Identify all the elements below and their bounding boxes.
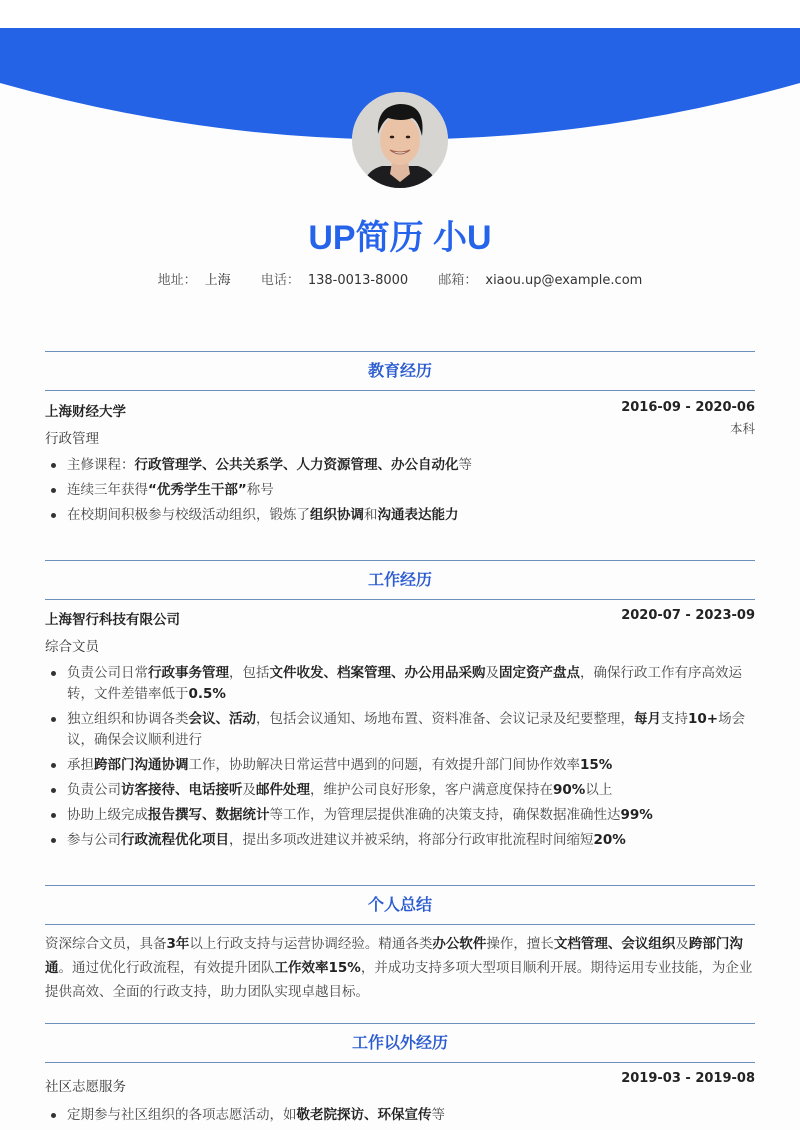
contact-address: 地址： 上海 bbox=[157, 273, 231, 288]
contact-phone: 电话： 138-0013-8000 bbox=[260, 273, 409, 288]
other-date: 2019-03 - 2019-08 bbox=[621, 1071, 755, 1086]
section-title: 工作以外经历 bbox=[351, 1033, 448, 1052]
education-bullets bbox=[45, 455, 755, 530]
section-title: 工作经历 bbox=[367, 570, 432, 589]
section-work-header bbox=[45, 560, 755, 600]
activity-name: 社区志愿服务 bbox=[45, 1079, 126, 1095]
list-item: 负责公司日常行政事务管理，包括文件收发、档案管理、办公用品采购及固定资产盘点，确保行政工作有序高效运转，文件差错率低于0.5% bbox=[45, 663, 755, 705]
list-item: 连续三年获得“优秀学生干部”称号 bbox=[45, 480, 755, 501]
list-item: 独立组织和协调各类会议、活动，包括会议通知、场地布置、资料准备、会议记录及纪要整理，每月支持10+场会议，确保会议顺利进行 bbox=[45, 709, 755, 751]
list-item: 承担跨部门沟通协调工作，协助解决日常运营中遇到的问题，有效提升部门间协作效率15% bbox=[45, 755, 755, 776]
other-entry bbox=[45, 1071, 755, 1095]
contact-info bbox=[0, 269, 800, 288]
other-bullets bbox=[45, 1105, 755, 1130]
school-name: 上海财经大学 bbox=[45, 404, 126, 420]
avatar bbox=[352, 92, 448, 188]
education-date: 2016-09 - 2020-06 bbox=[621, 400, 755, 415]
education-entry bbox=[45, 400, 755, 447]
section-title: 教育经历 bbox=[367, 361, 432, 380]
position: 综合文员 bbox=[45, 639, 99, 655]
section-other-header bbox=[45, 1023, 755, 1063]
work-entry bbox=[45, 608, 755, 655]
list-item: 在校期间积极参与校级活动组织，锻炼了组织协调和沟通表达能力 bbox=[45, 505, 755, 526]
work-bullets bbox=[45, 663, 755, 855]
section-education-header bbox=[45, 351, 755, 391]
section-summary-header bbox=[45, 885, 755, 925]
list-item: 定期参与社区组织的各项志愿活动，如敬老院探访、环保宣传等 bbox=[45, 1105, 755, 1126]
list-item: 负责公司访客接待、电话接听及邮件处理，维护公司良好形象，客户满意度保持在90%以上 bbox=[45, 780, 755, 801]
contact-email: 邮箱： xiaou.up@example.com bbox=[438, 273, 643, 288]
list-item: 协助上级完成报告撰写、数据统计等工作，为管理层提供准确的决策支持，确保数据准确性达99% bbox=[45, 805, 755, 826]
company-name: 上海智行科技有限公司 bbox=[45, 612, 180, 628]
section-title: 个人总结 bbox=[367, 895, 432, 914]
list-item: 参与公司行政流程优化项目，提出多项改进建议并被采纳，将部分行政审批流程时间缩短20% bbox=[45, 830, 755, 851]
major: 行政管理 bbox=[45, 431, 99, 447]
avatar-photo-icon bbox=[352, 92, 448, 188]
work-date: 2020-07 - 2023-09 bbox=[621, 608, 755, 623]
list-item: 主修课程：行政管理学、公共关系学、人力资源管理、办公自动化等 bbox=[45, 455, 755, 476]
candidate-name: UP简历 小U bbox=[308, 219, 492, 257]
summary-text: 资深综合文员，具备3年以上行政支持与运营协调经验。精通各类办公软件操作，擅长文档管理、会议组织及跨部门沟通。通过优化行政流程，有效提升团队工作效率15%，并成功支持多项大型项目顺利开展。期待运用专业技能，为企业提供高效、全面的行政支持，助力团队实现卓越目标。 bbox=[45, 936, 753, 1000]
degree: 本科 bbox=[729, 421, 755, 436]
